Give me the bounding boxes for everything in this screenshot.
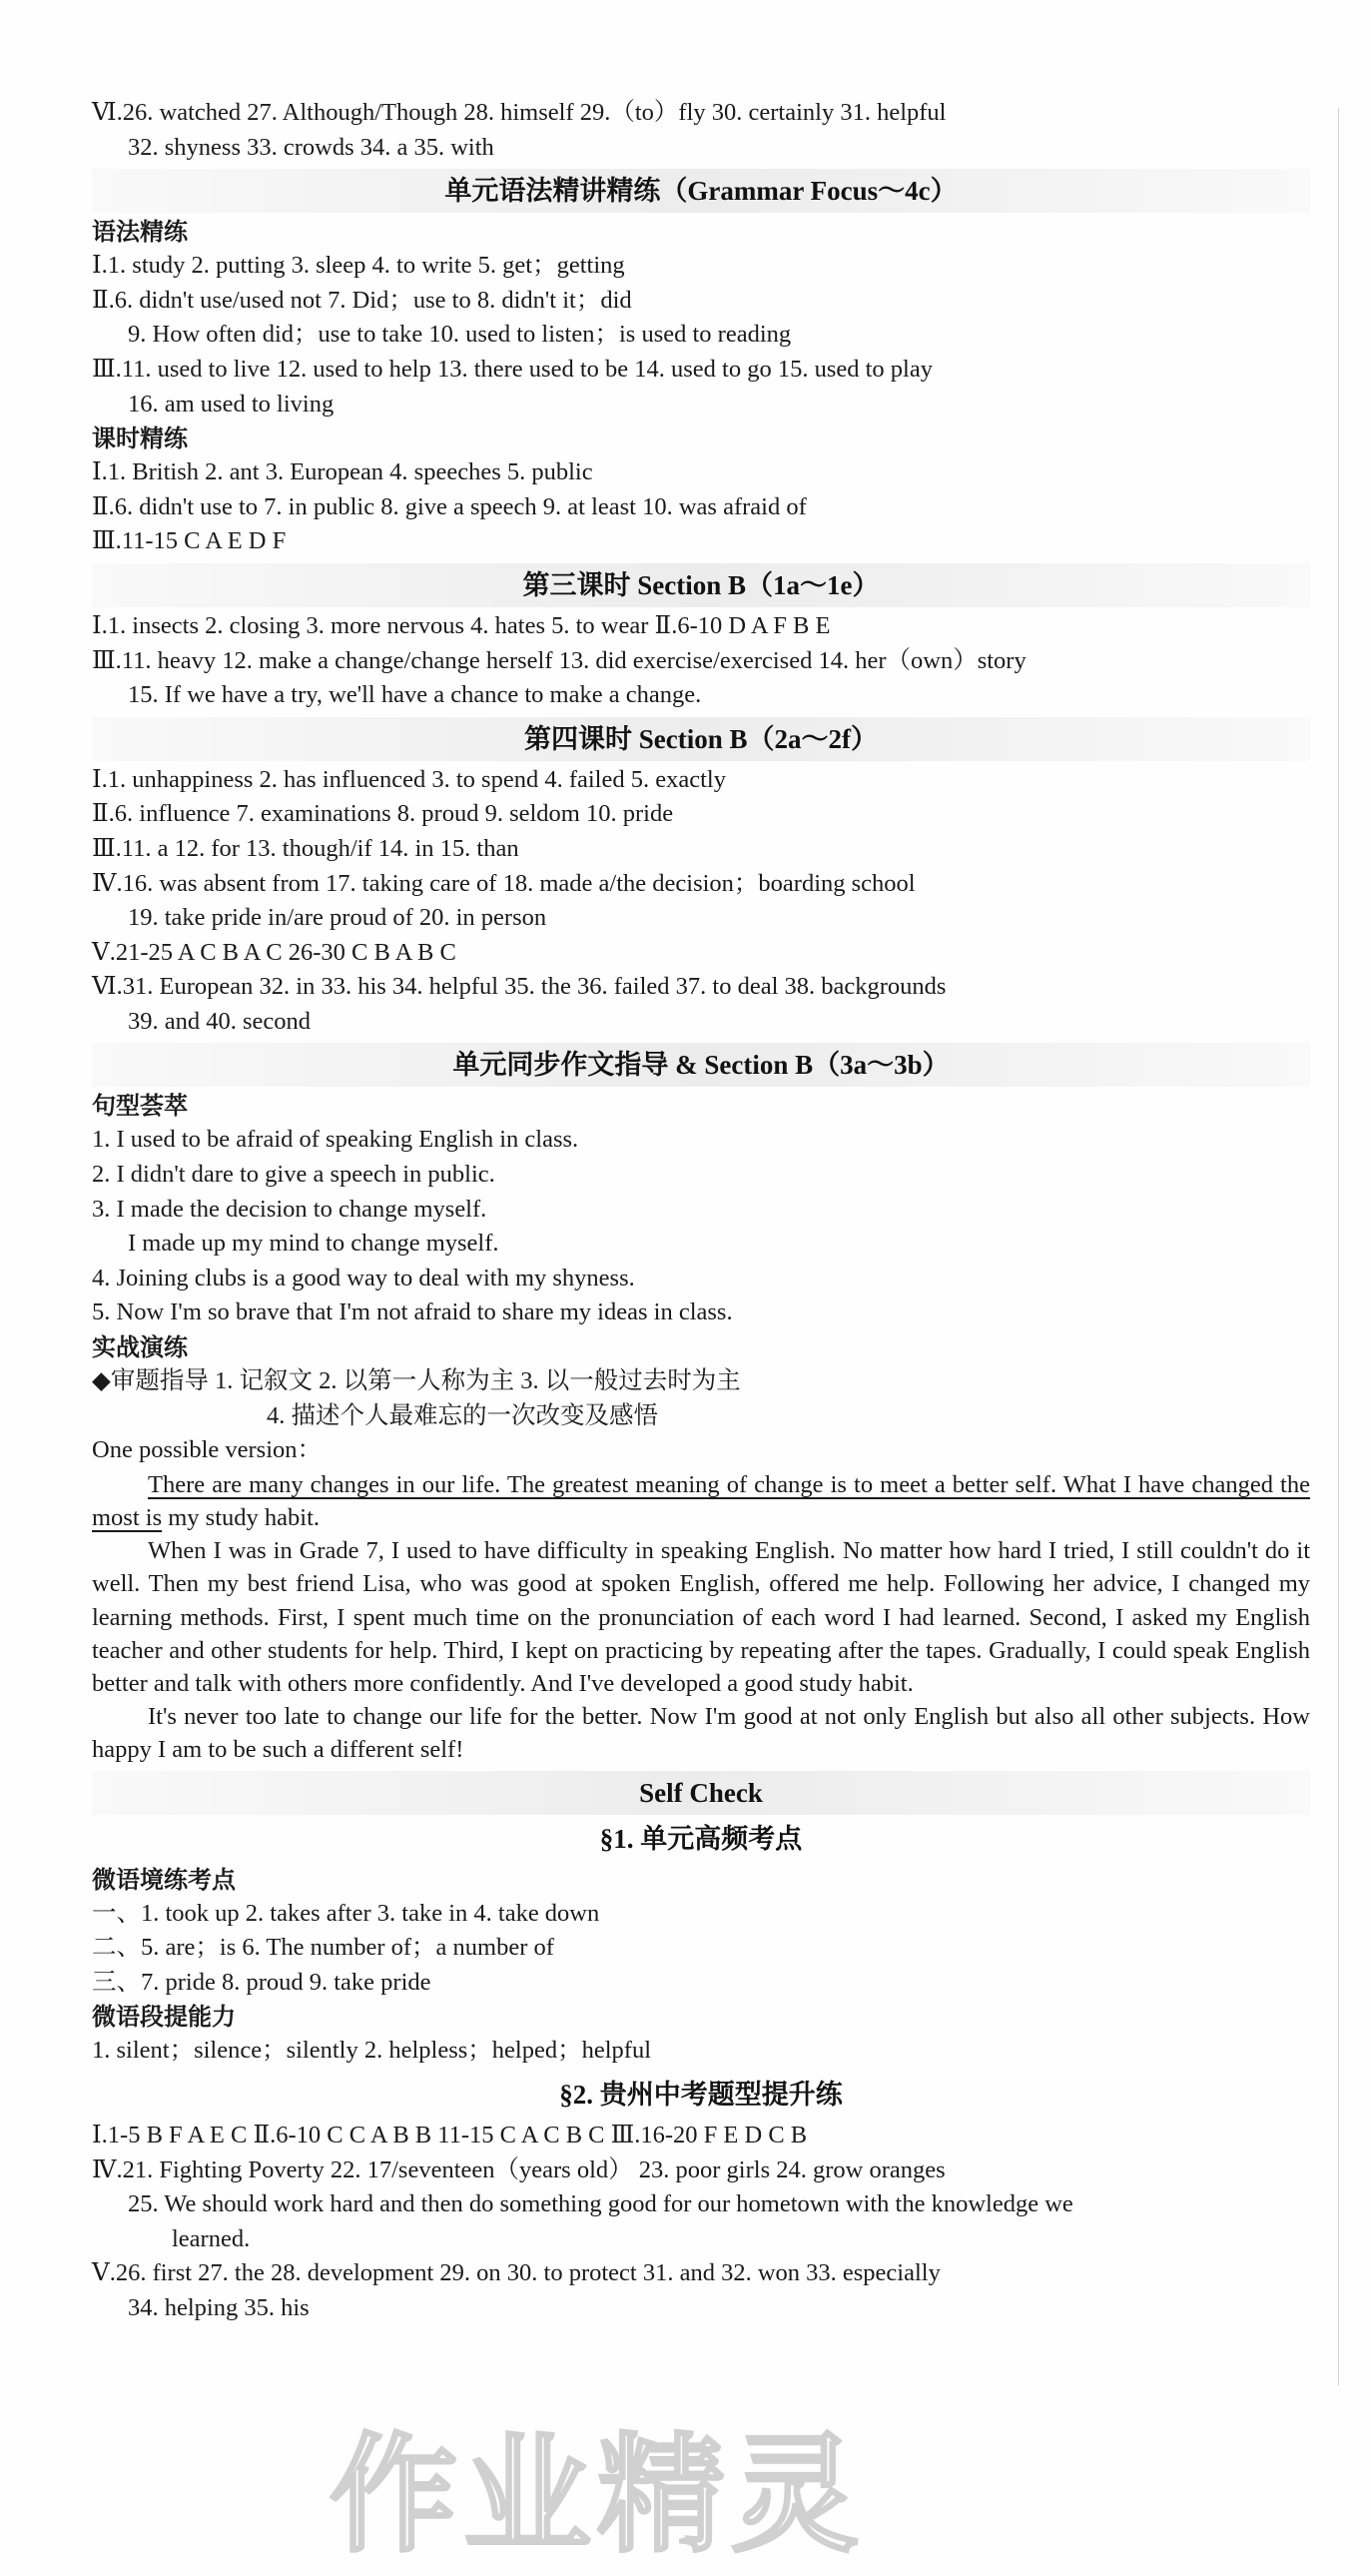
answer-line: Ⅳ.16. was absent from 17. taking care of 18. made a/the decision；boarding school — [92, 869, 916, 897]
page-margin-rule — [1338, 108, 1339, 2385]
section-title-section-b-1a: 第三课时 Section B（1a～1e） — [92, 563, 1310, 607]
answer-line: Ⅵ.31. European 32. in 33. his 34. helpful 35. the 36. failed 37. to deal 38. backgrounds — [92, 973, 947, 1001]
answer-line: Ⅲ.11. a 12. for 13. though/if 14. in 15. than — [92, 834, 519, 862]
subheading-micro-paragraph: 微语段提能力 — [92, 2003, 236, 2032]
watermark: 作业精灵 — [330, 2421, 866, 2570]
answer-line: 一、1. took up 2. takes after 3. take in 4. take down — [92, 1899, 600, 1927]
answer-line: Ⅴ.21-25 A C B A C 26-30 C B A B C — [92, 938, 456, 966]
answer-line: 16. am used to living — [128, 390, 335, 418]
answer-line: 二、5. are；is 6. The number of；a number of — [92, 1934, 554, 1962]
answer-page — [92, 96, 1310, 2326]
answer-line: learned. — [172, 2224, 251, 2252]
answer-line: Ⅰ.1. insects 2. closing 3. more nervous 4. hates 5. to wear Ⅱ.6-10 D A F B E — [92, 611, 831, 639]
answer-line: Ⅳ.21. Fighting Poverty 22. 17/seventeen（years old） 23. poor girls 24. grow oranges — [92, 2155, 946, 2183]
answer-line: Ⅰ.1. British 2. ant 3. European 4. speeches 5. public — [92, 458, 593, 486]
answer-line: 9. How often did；use to take 10. used to listen；is used to reading — [128, 321, 792, 349]
essay-paragraph-1: There are many changes in our life. The greatest meaning of change is to meet a better self. What I have changed the most is my study habit. — [92, 1470, 1310, 1532]
answer-line: 1. silent；silence；silently 2. helpless；helped；helpful — [92, 2037, 651, 2065]
answer-line: Ⅱ.6. didn't use to 7. in public 8. give a speech 9. at least 10. was afraid of — [92, 492, 807, 520]
subheading-sentence-patterns: 句型荟萃 — [92, 1092, 188, 1121]
answer-line: Ⅱ.6. influence 7. examinations 8. proud 9. seldom 10. pride — [92, 800, 674, 828]
essay-paragraph-3: It's never too late to change our life for the better. Now I'm good at not only English but also all other subjects. How happy I am to be such a different self! — [92, 1703, 1310, 1764]
answer-line: Ⅵ.26. watched 27. Although/Though 28. himself 29.（to）fly 30. certainly 31. helpful — [92, 99, 947, 126]
answer-line: Ⅲ.11. heavy 12. make a change/change herself 13. did exercise/exercised 14. her（own）story — [92, 646, 1027, 674]
subheading-lesson-practice: 课时精练 — [92, 425, 188, 453]
answer-line: Ⅰ.1. study 2. putting 3. sleep 4. to write 5. get；getting — [92, 252, 625, 280]
answer-line: 15. If we have a try, we'll have a chance to make a change. — [128, 681, 702, 709]
section-title-self-check: Self Check — [92, 1771, 1310, 1815]
essay-paragraph-2: When I was in Grade 7, I used to have difficulty in speaking English. No matter how hard I tried, I still couldn't do it well. Then my best friend Lisa, who was good at spoken English, offered me help. Following her advice, I changed my learning methods. First, I spent much time on the pronunciation of each word I had learned. Second, I asked my English teacher and other students for help. Third, I kept on practicing by repeating after the tapes. Gradually, I could speak English better and talk with others more confidently. And I've developed a good study habit. — [92, 1537, 1310, 1698]
section-title-high-frequency: §1. 单元高频考点 — [599, 1823, 803, 1854]
section-title-writing-guide: 单元同步作文指导 & Section B（3a～3b） — [92, 1043, 1310, 1087]
answer-line: Ⅰ.1-5 B F A E C Ⅱ.6-10 C C A B B 11-15 C A C B C Ⅲ.16-20 F E D C B — [92, 2122, 808, 2149]
answer-line: 39. and 40. second — [128, 1007, 312, 1035]
answer-line: 3. I made the decision to change myself. — [92, 1195, 487, 1223]
section-title-section-b-2a: 第四课时 Section B（2a～2f） — [92, 717, 1310, 761]
answer-line: 2. I didn't dare to give a speech in public. — [92, 1161, 495, 1189]
subheading-micro-context: 微语境练考点 — [92, 1865, 236, 1894]
sample-version-label: One possible version： — [92, 1436, 322, 1464]
answer-line: 1. I used to be afraid of speaking English in class. — [92, 1126, 579, 1154]
answer-line: Ⅲ.11. used to live 12. used to help 13. there used to be 14. used to go 15. used to play — [92, 355, 933, 383]
answer-line: 19. take pride in/are proud of 20. in person — [128, 904, 547, 932]
answer-line: 4. Joining clubs is a good way to deal with my shyness. — [92, 1264, 635, 1291]
answer-line: 三、7. pride 8. proud 9. take pride — [92, 1968, 431, 1996]
subheading-grammar-practice: 语法精练 — [92, 218, 188, 247]
answer-line: 25. We should work hard and then do something good for our hometown with the knowledge we — [128, 2190, 1073, 2218]
answer-line: Ⅱ.6. didn't use/used not 7. Did；use to 8. didn't it；did — [92, 286, 632, 314]
writing-guide-line: ◆审题指导 1. 记叙文 2. 以第一人称为主 3. 以一般过去时为主 — [92, 1367, 741, 1395]
answer-line: 32. shyness 33. crowds 34. a 35. with — [128, 133, 494, 161]
answer-line: 34. helping 35. his — [128, 2293, 310, 2321]
writing-guide-line: 4. 描述个人最难忘的一次改变及感悟 — [267, 1401, 658, 1429]
subheading-practice: 实战演练 — [92, 1333, 188, 1362]
answer-line: Ⅰ.1. unhappiness 2. has influenced 3. to spend 4. failed 5. exactly — [92, 765, 726, 793]
section-title-exam-practice: §2. 贵州中考题型提升练 — [559, 2080, 843, 2111]
underlined-sentence: There are many changes in our life. The greatest meaning of change is to meet a better self. What I have changed the most is — [92, 1470, 1310, 1532]
section-title-grammar-focus: 单元语法精讲精练（Grammar Focus～4c） — [92, 169, 1310, 213]
answer-line: 5. Now I'm so brave that I'm not afraid to share my ideas in class. — [92, 1298, 733, 1326]
answer-line: Ⅲ.11-15 C A E D F — [92, 527, 287, 555]
answer-line: Ⅴ.26. first 27. the 28. development 29. on 30. to protect 31. and 32. won 33. especially — [92, 2259, 941, 2287]
answer-line: I made up my mind to change myself. — [128, 1230, 499, 1258]
